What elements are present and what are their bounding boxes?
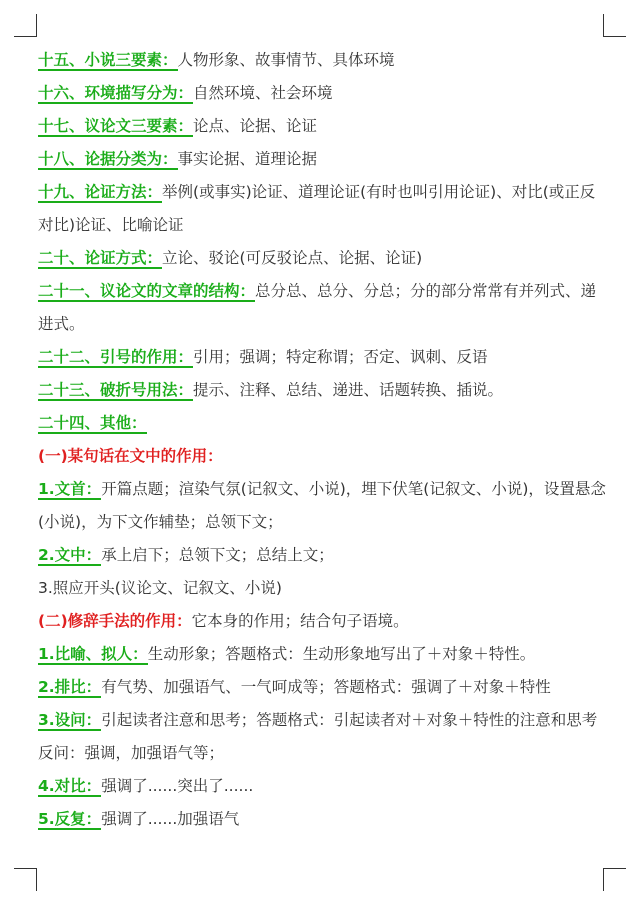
item-16 <box>38 77 610 110</box>
entry-label: 4.对比： <box>38 777 102 795</box>
item-label: 二十二、引号的作用： <box>38 348 194 366</box>
item-17 <box>38 110 610 143</box>
entry-text: 生动形象；答题格式：生动形象地写出了＋对象＋特性。 <box>147 645 536 663</box>
section2-entry <box>38 803 610 836</box>
corner-mark-bottom-right <box>603 868 626 891</box>
item-text: 提示、注释、总结、递进、话题转换、插说。 <box>193 381 504 399</box>
entry-label: 1.比喻、拟人： <box>38 645 148 663</box>
section2-entry <box>38 671 610 704</box>
section2-entry <box>38 770 610 803</box>
item-text: 举例(或事实)论证、道理论证(有时也叫引用论证)、对比(或正反对比)论证、比喻论证 <box>38 183 596 234</box>
entry-text: 有气势、加强语气、一气呵成等；答题格式：强调了＋对象＋特性 <box>101 678 551 696</box>
section2-entry <box>38 704 610 770</box>
section2-entry <box>38 638 610 671</box>
section2-heading: (二)修辞手法的作用： <box>38 612 192 630</box>
item-text: 立论、驳论(可反驳论点、论据、论证) <box>162 249 423 267</box>
entry-label: 2.文中： <box>38 546 102 564</box>
item-18 <box>38 143 610 176</box>
document-body <box>38 44 610 836</box>
item-label: 十五、小说三要素： <box>38 51 178 69</box>
entry-text: 强调了......突出了...... <box>101 777 254 795</box>
entry-label: 2.排比： <box>38 678 102 696</box>
item-22 <box>38 341 610 374</box>
corner-mark-bottom-left <box>14 868 37 891</box>
item-label: 十六、环境描写分为： <box>38 84 194 102</box>
section1-entry <box>38 572 610 605</box>
item-label: 二十一、议论文的文章的结构： <box>38 282 256 300</box>
entry-label: 1.文首： <box>38 480 102 498</box>
item-23 <box>38 374 610 407</box>
entry-label: 3.设问： <box>38 711 102 729</box>
item-label: 十七、议论文三要素： <box>38 117 194 135</box>
item-label: 十九、论证方法： <box>38 183 163 201</box>
section1-heading-line <box>38 440 610 473</box>
item-label: 二十三、破折号用法： <box>38 381 194 399</box>
entry-label: 5.反复： <box>38 810 102 828</box>
item-24 <box>38 407 610 440</box>
section2-heading-line <box>38 605 610 638</box>
item-text: 人物形象、故事情节、具体环境 <box>177 51 395 69</box>
item-text: 事实论据、道理论据 <box>177 150 318 168</box>
corner-mark-top-right <box>603 14 626 37</box>
item-text: 自然环境、社会环境 <box>193 84 333 102</box>
item-20 <box>38 242 610 275</box>
section2-heading-text: 它本身的作用；结合句子语境。 <box>191 612 409 630</box>
entry-text: 承上启下；总领下文；总结上文； <box>101 546 334 564</box>
item-text: 论点、论据、论证 <box>193 117 318 135</box>
entry-text: 引起读者注意和思考；答题格式：引起读者对＋对象＋特性的注意和思考反问：强调，加强语气等； <box>38 711 598 762</box>
section1-entry <box>38 473 610 539</box>
entry-text: 强调了......加强语气 <box>101 810 240 828</box>
entry-text: 开篇点题；渲染气氛(记叙文、小说)，埋下伏笔(记叙文、小说)，设置悬念(小说)，为下文作辅垫；总领下文； <box>38 480 606 531</box>
item-15 <box>38 44 610 77</box>
item-label: 十八、论据分类为： <box>38 150 178 168</box>
section1-heading: (一)某句话在文中的作用： <box>38 447 223 465</box>
item-21 <box>38 275 610 341</box>
item-text: 总分总、总分、分总；分的部分常常有并列式、递进式。 <box>38 282 597 333</box>
item-label: 二十四、其他： <box>38 414 147 432</box>
item-label: 二十、论证方式： <box>38 249 163 267</box>
item-text: 引用；强调；特定称谓；否定、讽刺、反语 <box>193 348 488 366</box>
entry-text: 3.照应开头(议论文、记叙文、小说) <box>38 579 282 597</box>
item-19 <box>38 176 610 242</box>
section1-entry <box>38 539 610 572</box>
corner-mark-top-left <box>14 14 37 37</box>
